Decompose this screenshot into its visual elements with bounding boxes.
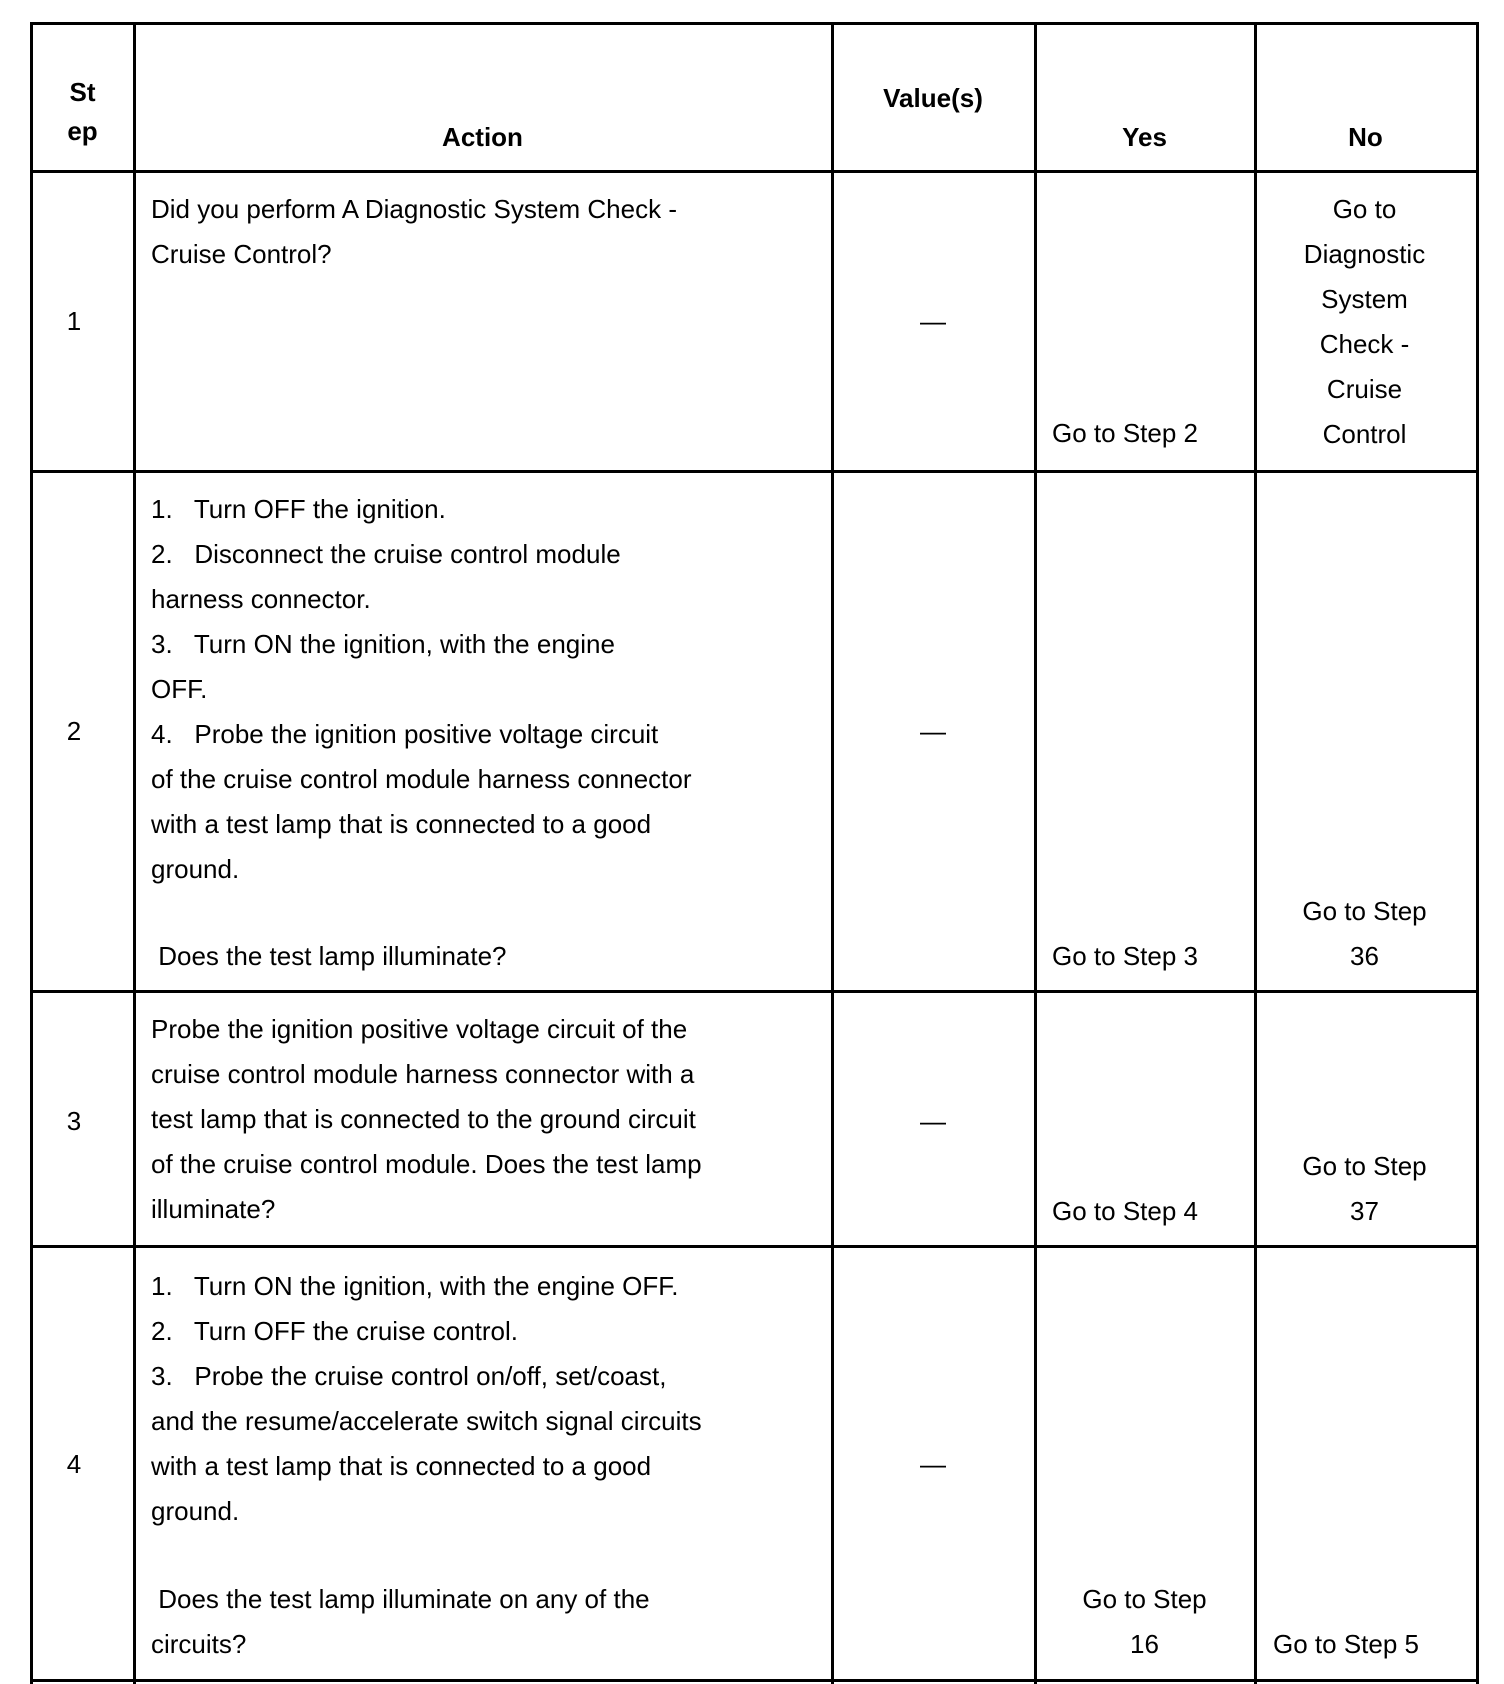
table-row-step: 3 (66, 1106, 82, 1136)
header-no: No (1348, 122, 1383, 152)
table-row-step: 2 (66, 716, 82, 746)
table-row-no: Go to Step 5 (1273, 1629, 1419, 1659)
column-divider (1034, 22, 1037, 1684)
table-border-bottom (30, 1679, 1479, 1682)
table-border-left (30, 22, 33, 1684)
table-row-no: Go to Step 36 (1302, 896, 1427, 971)
header-step: St ep (67, 77, 98, 146)
table-row-step: 1 (66, 306, 82, 336)
table-border-top (30, 22, 1479, 25)
table-row-no: Go to Diagnostic System Check - Cruise Control (1303, 194, 1426, 449)
header-action: Action (442, 122, 523, 152)
row-divider (30, 1245, 1479, 1248)
table-row-step: 4 (66, 1449, 82, 1479)
table-row-question: Does the test lamp illuminate on any of the circuits? (151, 1584, 650, 1659)
table-row-yes: Go to Step 4 (1052, 1196, 1198, 1226)
table-row-yes: Go to Step 3 (1052, 941, 1198, 971)
row-divider (30, 470, 1479, 473)
column-divider (133, 22, 136, 1684)
table-row-value: — (920, 306, 946, 336)
table-row-value: — (920, 716, 946, 746)
table-border-right (1476, 22, 1479, 1684)
table-row-action: 1. Turn OFF the ignition. 2. Disconnect the cruise control module harness connector. 3. Turn ON the ignition, with the engine OFF. 4. Probe the ignition positive voltage circuit of the cruise control module harness connector with a test lamp that is connected to a good ground. (151, 494, 692, 884)
header-yes: Yes (1122, 122, 1167, 152)
table-row-action: 1. Turn ON the ignition, with the engine OFF. 2. Turn OFF the cruise control. 3. Probe the cruise control on/off, set/coast, and the resume/accelerate switch signal circuits with a test lamp that is connected to a good ground. (151, 1271, 702, 1526)
row-divider (30, 990, 1479, 993)
table-row-action: Did you perform A Diagnostic System Check - Cruise Control? (151, 194, 677, 269)
header-values: Value(s) (883, 83, 983, 113)
column-divider (831, 22, 834, 1684)
table-row-value: — (920, 1106, 946, 1136)
table-row-question: Does the test lamp illuminate? (151, 941, 507, 971)
header-divider (30, 170, 1479, 173)
table-row-no: Go to Step 37 (1302, 1151, 1427, 1226)
table-row-yes: Go to Step 2 (1052, 418, 1198, 448)
table-row-yes: Go to Step 16 (1082, 1584, 1207, 1659)
table-row-action: Probe the ignition positive voltage circuit of the cruise control module harness connector with a test lamp that is connected to the ground circuit of the cruise control module. Does the test lamp illuminate? (151, 1014, 702, 1224)
table-row-value: — (920, 1449, 946, 1479)
